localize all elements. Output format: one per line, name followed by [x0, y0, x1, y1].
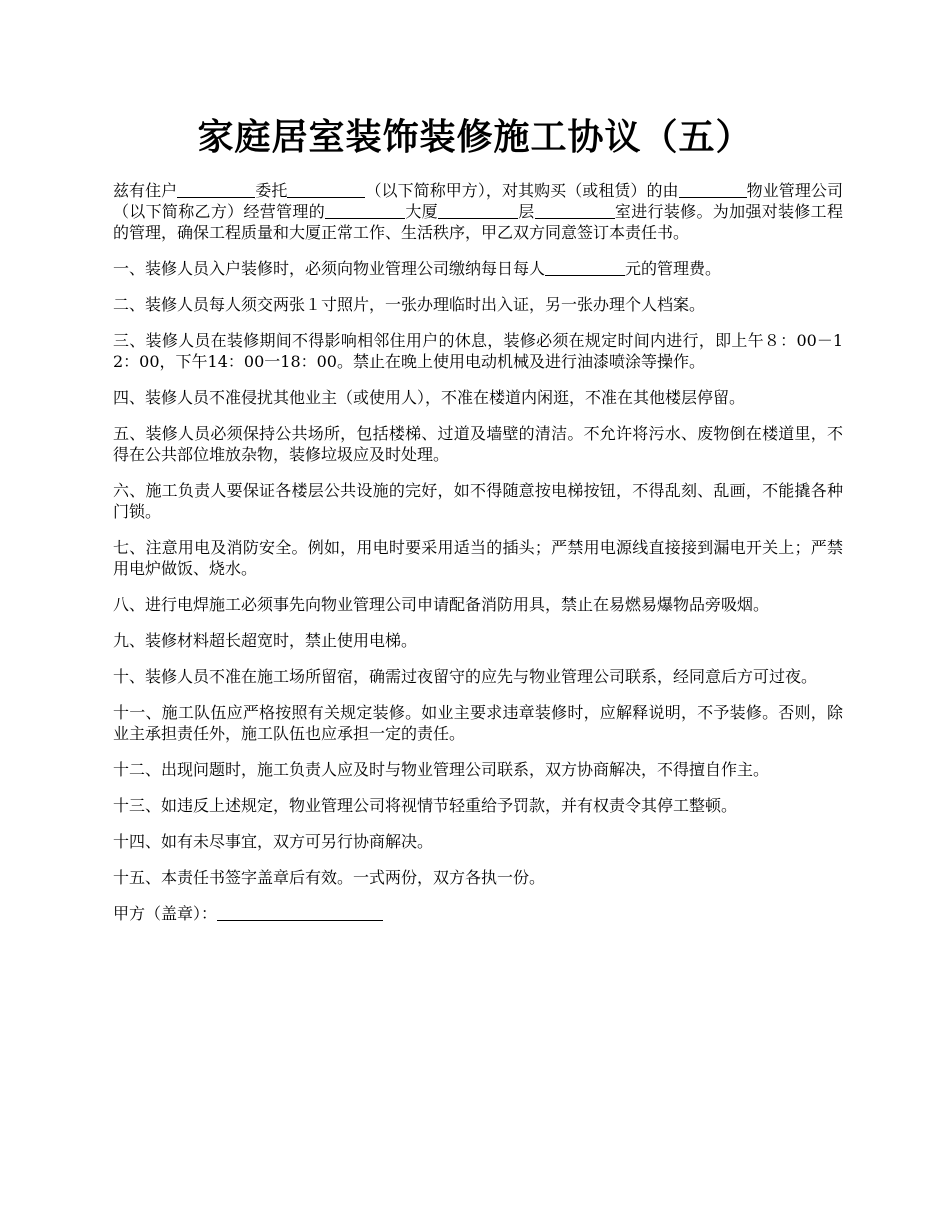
- building-name-blank[interactable]: [325, 202, 405, 219]
- clause-8: 八、进行电焊施工必须事先向物业管理公司申请配备消防用具，禁止在易燃易爆物品旁吸烟。: [113, 595, 770, 614]
- room-blank[interactable]: [535, 202, 615, 219]
- party-a-signature: [113, 903, 843, 924]
- clause-5: 五、装修人员必须保持公共场所，包括楼梯、过道及墙壁的清洁。不允许将污水、废物倒在楼道里，不得在公共部位堆放杂物，装修垃圾应及时处理。: [113, 424, 843, 464]
- floor-blank[interactable]: [438, 202, 518, 219]
- document-title: 家庭居室装饰装修施工协议（五）: [197, 116, 753, 158]
- clause-11: 十一、施工队伍应严格按照有关规定装修。如业主要求违章装修时，应解释说明，不予装修。否则，除业主承担责任外，施工队伍也应承担一定的责任。: [113, 703, 843, 743]
- clause-14: 十四、如有未尽事宜，双方可另行协商解决。: [113, 832, 434, 851]
- management-fee-blank[interactable]: [545, 259, 625, 276]
- intro-text-5: 大厦: [405, 202, 438, 221]
- management-company-blank[interactable]: [679, 181, 741, 198]
- party-a-label: 甲方（盖章）：: [113, 904, 218, 923]
- resident-name-blank[interactable]: [177, 181, 255, 198]
- clause-12: 十二、出现问题时，施工负责人应及时与物业管理公司联系，双方协商解决，不得擅自作主。: [113, 760, 770, 779]
- clause-9: 九、装修材料超长超宽时，禁止使用电梯。: [113, 631, 418, 650]
- intro-text-3: （以下简称甲方），对其购买（或租赁）的由: [365, 181, 679, 200]
- clause-6: 六、施工负责人要保证各楼层公共设施的完好，如不得随意按电梯按钮，不得乱刻、乱画，不能撬各种门锁。: [113, 481, 843, 521]
- intro-text-4: 物业管理公司（以下简称乙方）经营管理的: [113, 181, 843, 221]
- clause-3: 三、装修人员在装修期间不得影响相邻住用户的休息，装修必须在规定时间内进行，即上午８：00－12：00，下午14：00一18：00。禁止在晚上使用电动机械及进行油漆喷涂等操作。: [113, 331, 843, 371]
- intro-paragraph: [113, 180, 843, 243]
- clause-1: [113, 258, 843, 279]
- intro-text-6: 层: [517, 202, 535, 221]
- intro-text-1: 兹有住户: [113, 181, 178, 200]
- document-body: [113, 180, 843, 924]
- clause-7: 七、注意用电及消防安全。例如，用电时要采用适当的插头；严禁用电源线直接接到漏电开关上；严禁用电炉做饭、烧水。: [113, 538, 843, 578]
- clause-1-text-after: 元的管理费。: [625, 259, 722, 278]
- entrusted-party-blank[interactable]: [287, 181, 365, 198]
- intro-text-7: 室进行装修。为加强对装修工程的管理，确保工程质量和大厦正常工作、生活秩序，甲乙双方同意签订本责任书。: [113, 202, 843, 242]
- clause-2: 二、装修人员每人须交两张１寸照片，一张办理临时出入证，另一张办理个人档案。: [113, 295, 706, 314]
- clause-4: 四、装修人员不准侵扰其他业主（或使用人），不准在楼道内闲逛，不准在其他楼层停留。: [113, 388, 746, 407]
- clause-15: 十五、本责任书签字盖章后有效。一式两份，双方各执一份。: [113, 868, 546, 887]
- clause-10: 十、装修人员不准在施工场所留宿，确需过夜留守的应先与物业管理公司联系，经同意后方可过夜。: [113, 667, 818, 686]
- intro-text-2: 委托: [255, 181, 288, 200]
- clause-1-text-before: 一、装修人员入户装修时，必须向物业管理公司缴纳每日每人: [113, 259, 546, 278]
- clause-13: 十三、如违反上述规定，物业管理公司将视情节轻重给予罚款，并有权责令其停工整顿。: [113, 796, 738, 815]
- party-a-seal-blank[interactable]: [217, 904, 383, 921]
